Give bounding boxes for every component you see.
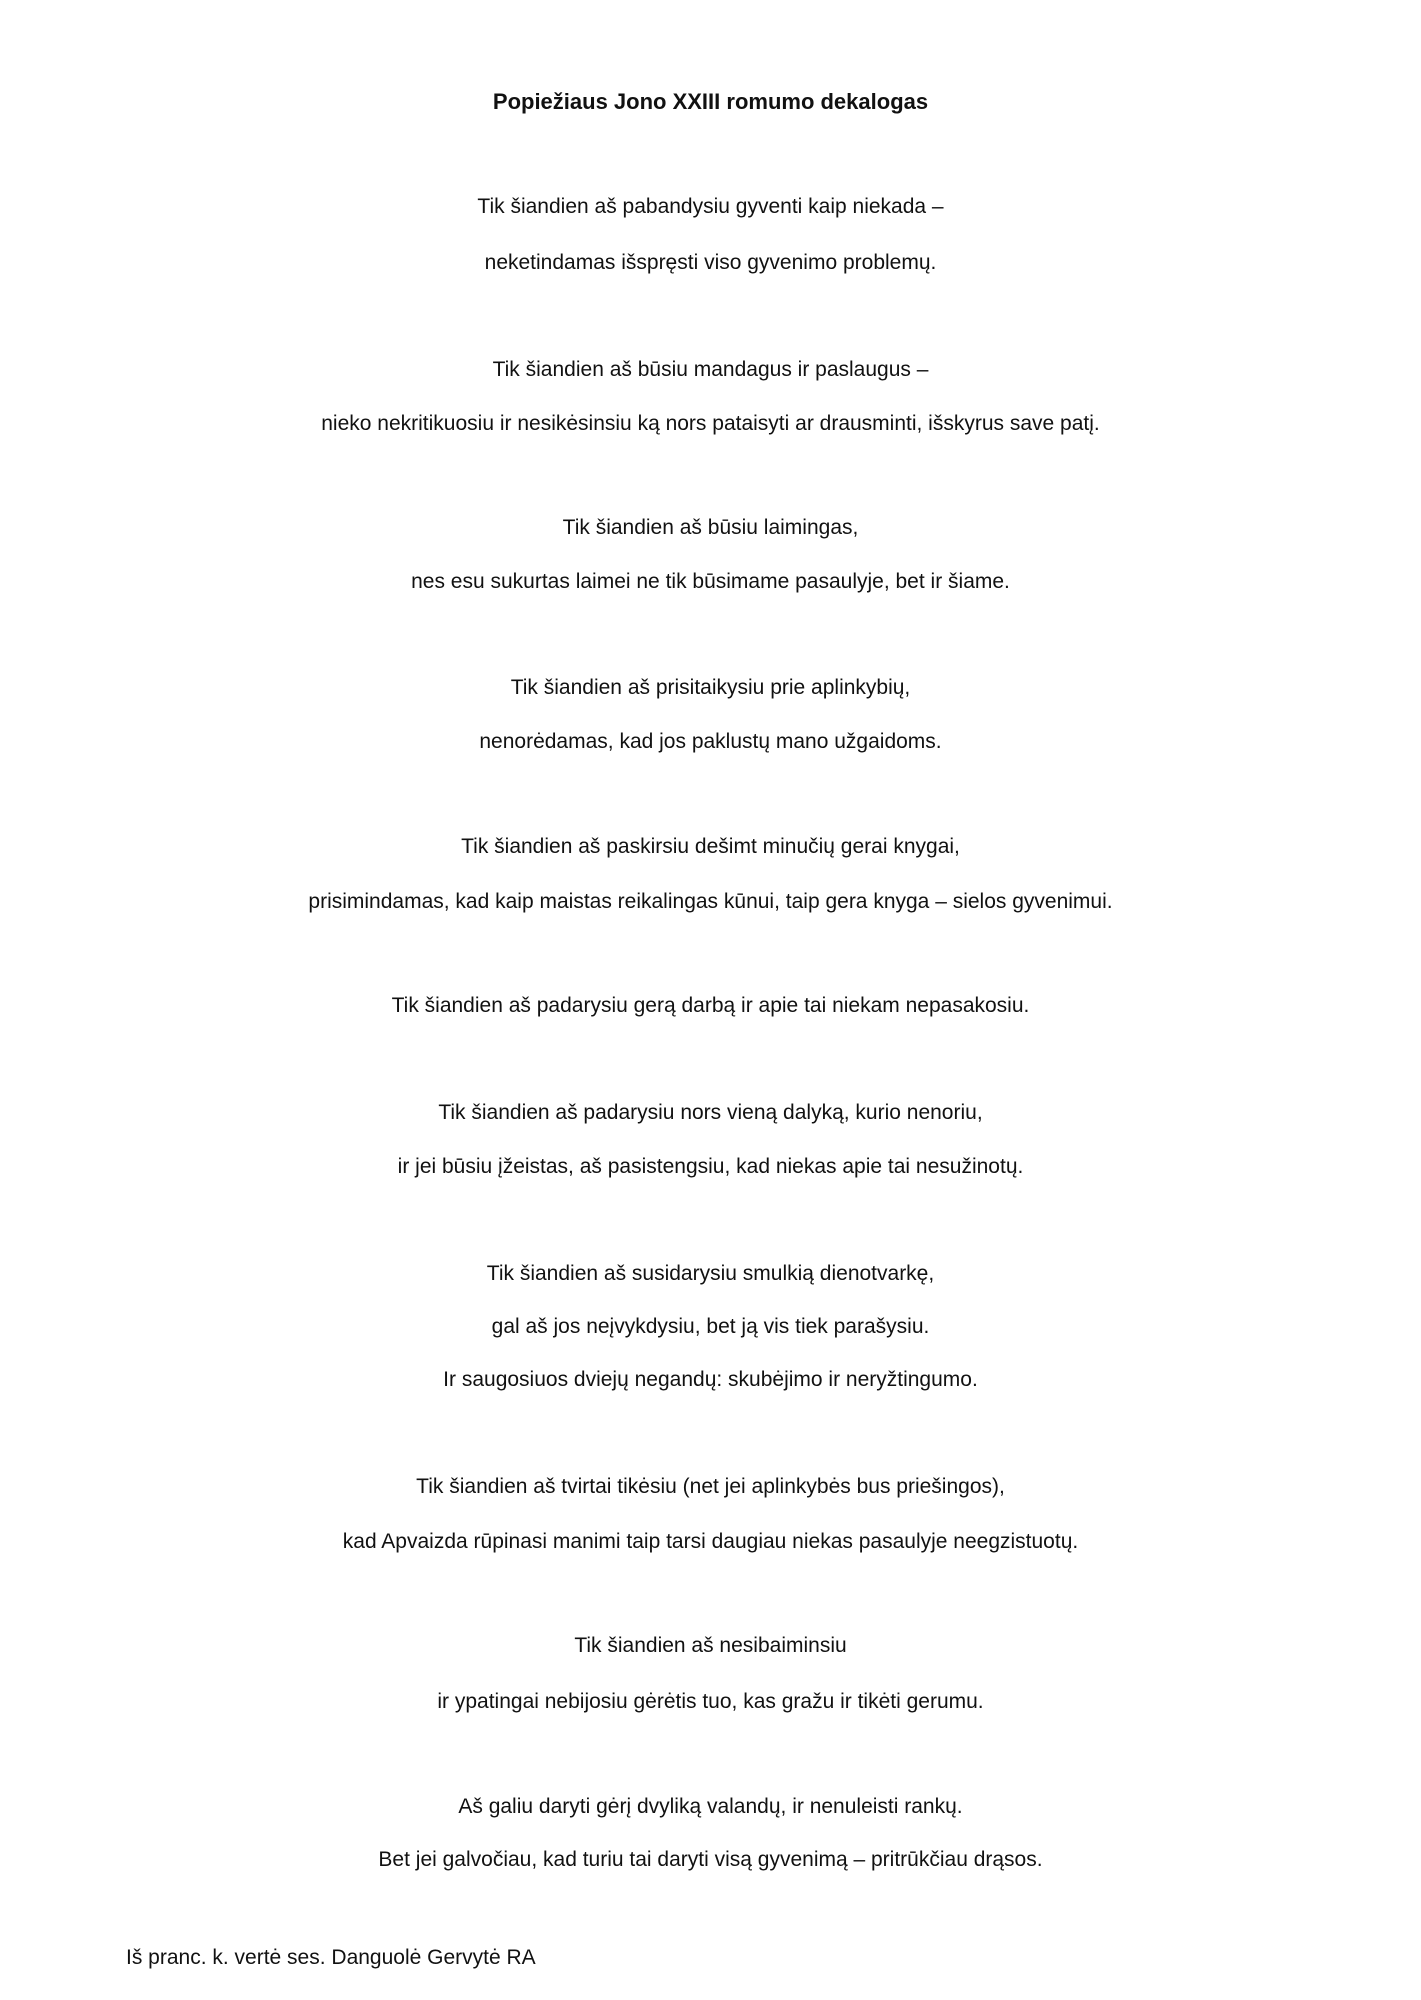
- stanza-9-line-2: kad Apvaizda rūpinasi manimi taip tarsi daugiau niekas pasaulyje neegzistuotų.: [342, 1530, 1079, 1553]
- translator-credit: Iš pranc. k. vertė ses. Danguolė Gervytė RA: [126, 1946, 536, 1969]
- stanza-11-line-1: Aš galiu daryti gėrį dvyliką valandų, ir nenuleisti rankų.: [458, 1795, 963, 1818]
- stanza-1-line-1: Tik šiandien aš pabandysiu gyventi kaip niekada –: [477, 195, 944, 218]
- stanza-7-line-2: ir jei būsiu įžeistas, aš pasistengsiu, kad niekas apie tai nesužinotų.: [397, 1155, 1024, 1178]
- stanza-5-line-2: prisimindamas, kad kaip maistas reikalingas kūnui, taip gera knyga – sielos gyvenimui.: [308, 890, 1113, 913]
- stanza-11-line-2: Bet jei galvočiau, kad turiu tai daryti visą gyvenimą – pritrūkčiau drąsos.: [378, 1848, 1043, 1871]
- stanza-8-line-2: gal aš jos neįvykdysiu, bet ją vis tiek parašysiu.: [491, 1315, 930, 1338]
- stanza-2-line-1: Tik šiandien aš būsiu mandagus ir paslaugus –: [492, 358, 929, 381]
- stanza-4-line-1: Tik šiandien aš prisitaikysiu prie aplinkybių,: [510, 676, 911, 699]
- stanza-7-line-1: Tik šiandien aš padarysiu nors vieną dalyką, kurio nenoriu,: [438, 1101, 983, 1124]
- stanza-10-line-2: ir ypatingai nebijosiu gėrėtis tuo, kas gražu ir tikėti gerumu.: [437, 1690, 984, 1713]
- stanza-8-line-3: Ir saugosiuos dviejų negandų: skubėjimo ir neryžtingumo.: [443, 1368, 978, 1391]
- stanza-5-line-1: Tik šiandien aš paskirsiu dešimt minučių gerai knygai,: [461, 835, 960, 858]
- stanza-8-line-1: Tik šiandien aš susidarysiu smulkią dienotvarkę,: [486, 1262, 935, 1285]
- stanza-3-line-1: Tik šiandien aš būsiu laimingas,: [562, 516, 859, 539]
- stanza-6-line-1: Tik šiandien aš padarysiu gerą darbą ir apie tai niekam nepasakosiu.: [391, 994, 1030, 1017]
- document-title: Popiežiaus Jono XXIII romumo dekalogas: [492, 89, 929, 114]
- stanza-3-line-2: nes esu sukurtas laimei ne tik būsimame pasaulyje, bet ir šiame.: [411, 570, 1010, 593]
- stanza-2-line-2: nieko nekritikuosiu ir nesikėsinsiu ką nors pataisyti ar drausminti, išskyrus save patį.: [321, 412, 1100, 435]
- stanza-9-line-1: Tik šiandien aš tvirtai tikėsiu (net jei aplinkybės bus priešingos),: [416, 1475, 1005, 1498]
- stanza-1-line-2: neketindamas išspręsti viso gyvenimo problemų.: [484, 251, 937, 274]
- stanza-4-line-2: nenorėdamas, kad jos paklustų mano užgaidoms.: [479, 730, 942, 753]
- stanza-10-line-1: Tik šiandien aš nesibaiminsiu: [574, 1634, 847, 1657]
